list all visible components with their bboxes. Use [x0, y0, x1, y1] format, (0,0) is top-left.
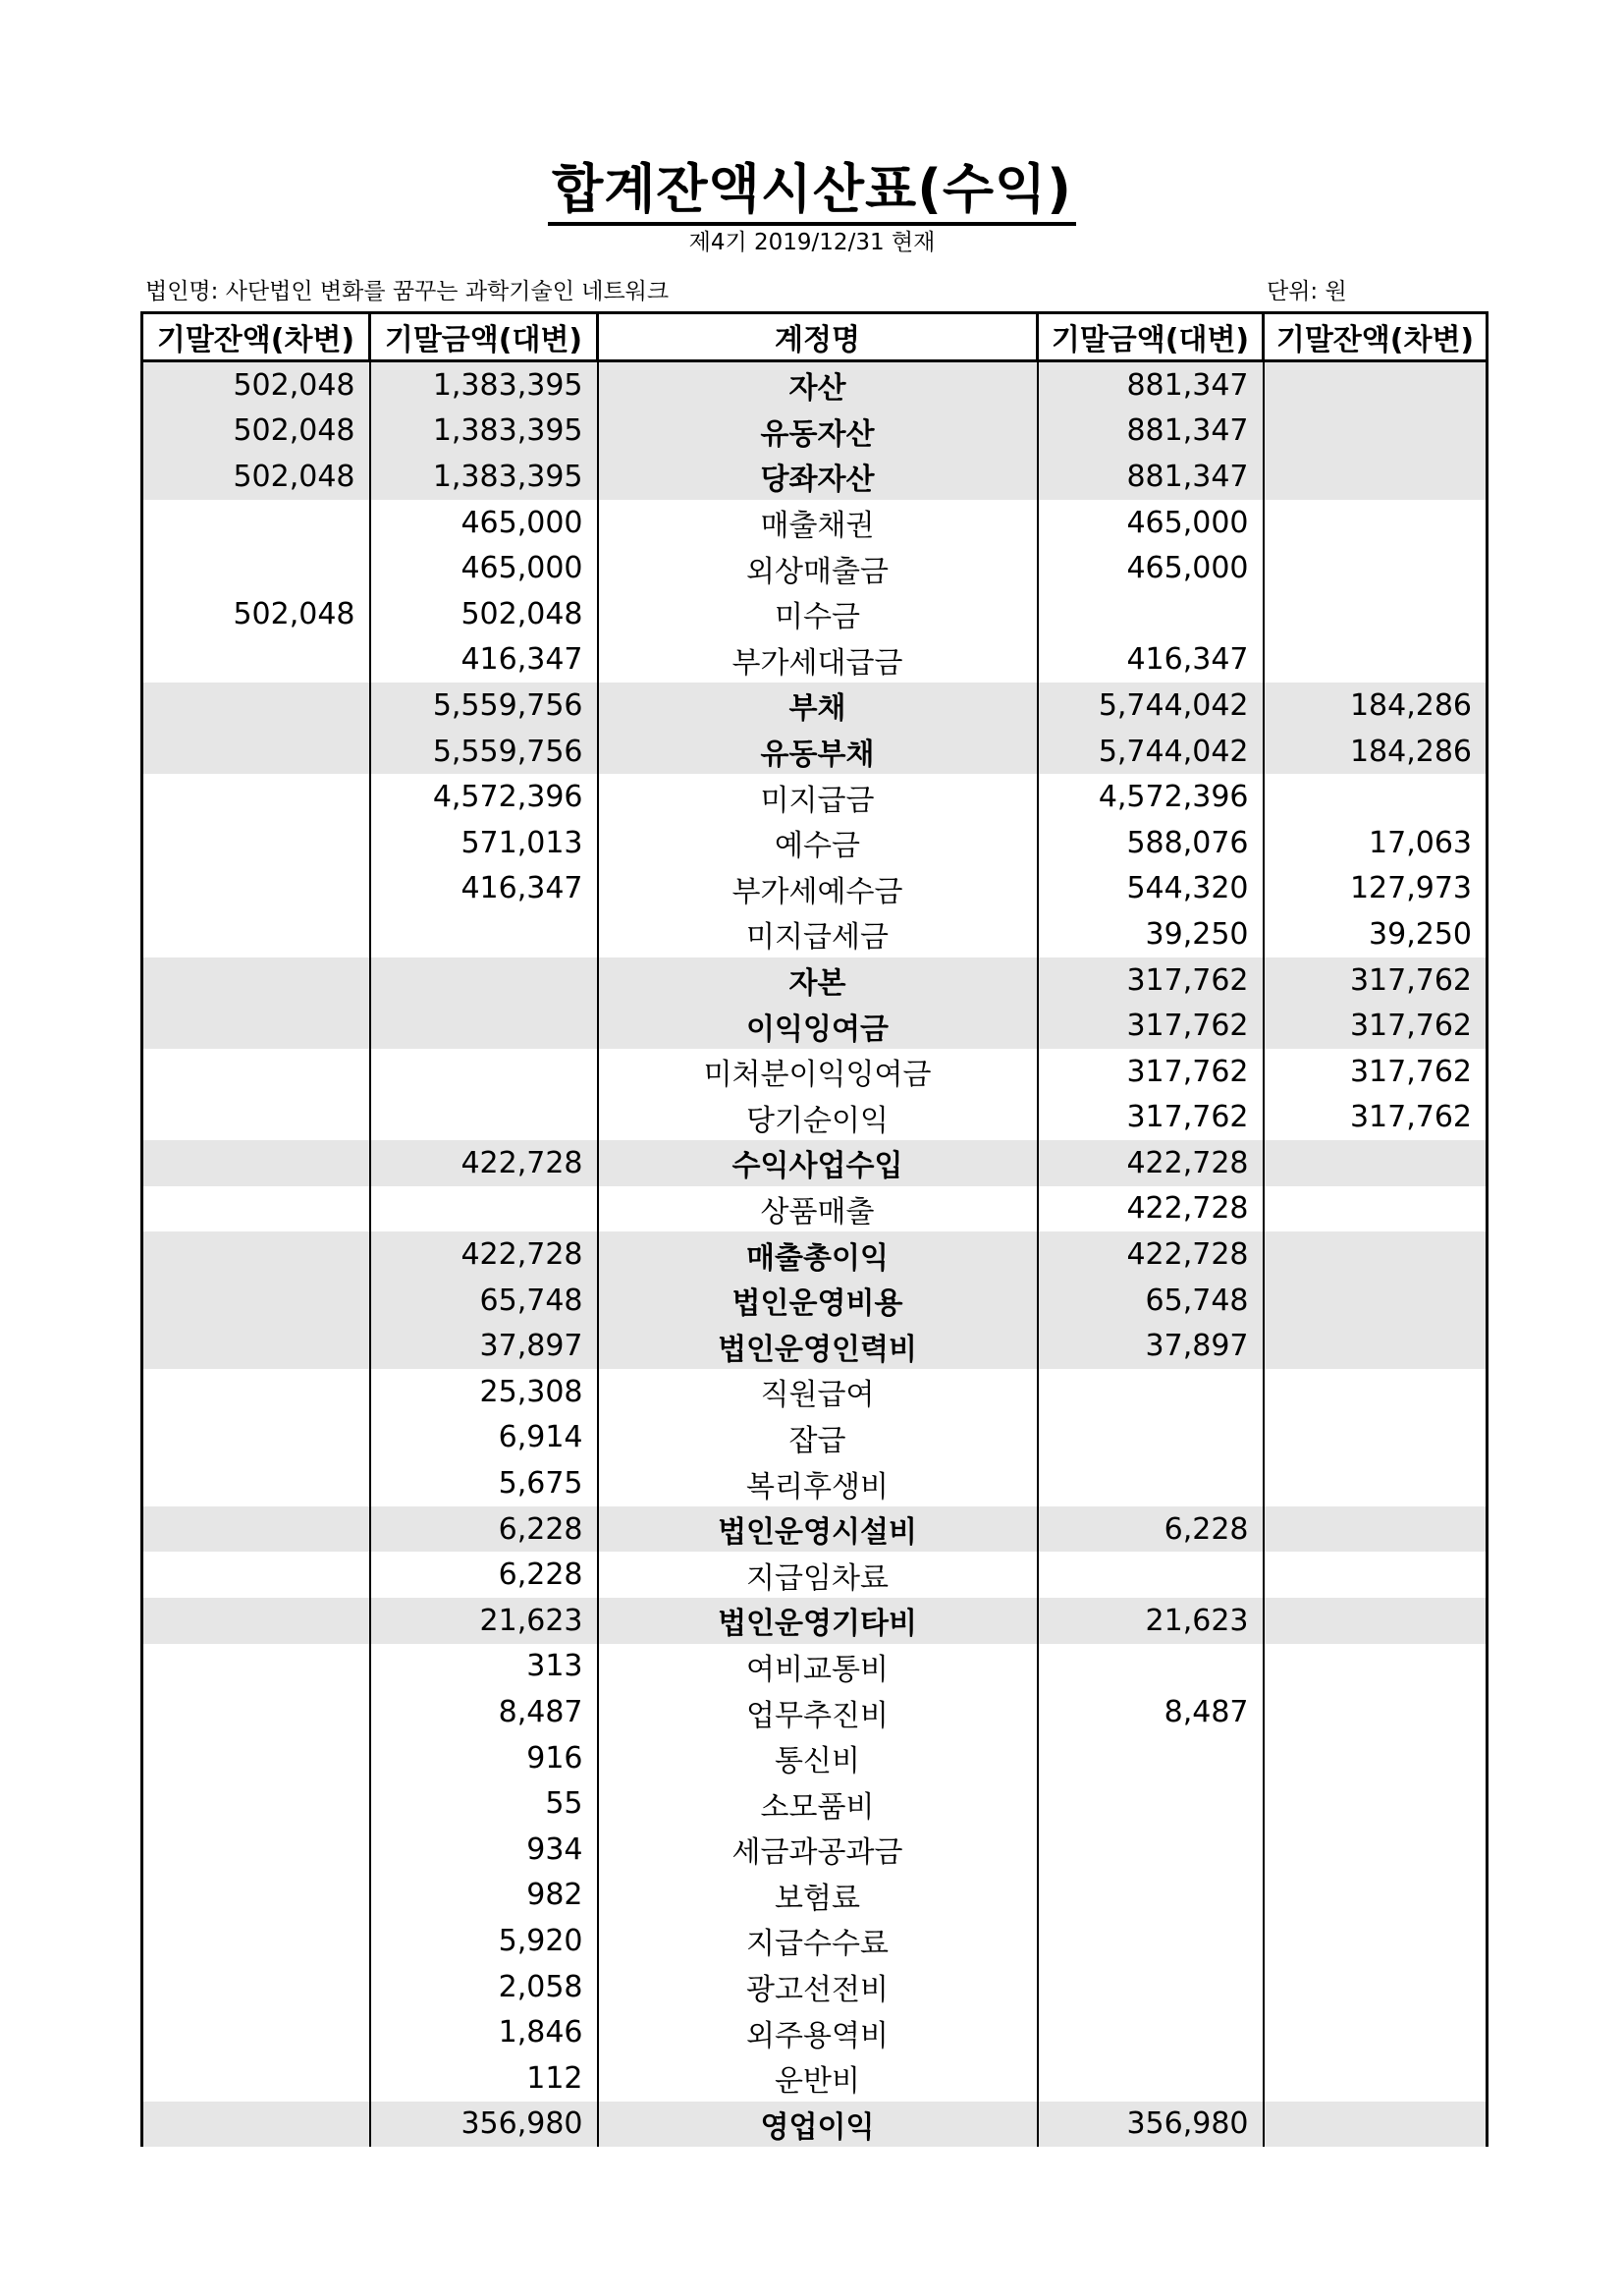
debit-balance-cell [142, 1735, 370, 1781]
debit-balance-right-cell: 184,286 [1264, 683, 1488, 729]
table-row [142, 1964, 1488, 2010]
debit-balance-cell: 502,048 [142, 361, 370, 409]
debit-balance-cell [142, 1964, 370, 2010]
account-name-cell: 여비교통비 [598, 1644, 1038, 1690]
header-debit-balance: 기말잔액(차변) [142, 313, 370, 361]
debit-balance-right-cell [1264, 409, 1488, 455]
credit-amount-cell: 37,897 [370, 1323, 598, 1369]
account-name-cell: 미처분이익잉여금 [598, 1049, 1038, 1095]
account-name-cell: 외상매출금 [598, 545, 1038, 591]
credit-amount-cell: 356,980 [370, 2102, 598, 2148]
title-text: 합계잔액시산표(수익) [548, 158, 1076, 226]
table-row [142, 2102, 1488, 2148]
credit-amount-right-cell: 356,980 [1038, 2102, 1264, 2148]
debit-balance-cell [142, 1506, 370, 1553]
credit-amount-right-cell: 465,000 [1038, 545, 1264, 591]
credit-amount-right-cell [1038, 1827, 1264, 1873]
account-name-cell: 미수금 [598, 591, 1038, 637]
debit-balance-right-cell [1264, 361, 1488, 409]
corporation-name: 법인명: 사단법인 변화를 꿈꾸는 과학기술인 네트워크 [145, 279, 670, 304]
debit-balance-right-cell [1264, 500, 1488, 546]
debit-balance-cell [142, 1186, 370, 1232]
account-name-cell: 유동자산 [598, 409, 1038, 455]
account-name-cell: 세금과공과금 [598, 1827, 1038, 1873]
account-name-cell: 법인운영비용 [598, 1278, 1038, 1324]
table-row [142, 1506, 1488, 1553]
table-row [142, 1644, 1488, 1690]
credit-amount-cell [370, 1095, 598, 1141]
debit-balance-cell [142, 957, 370, 1004]
credit-amount-right-cell: 881,347 [1038, 454, 1264, 500]
debit-balance-right-cell [1264, 1552, 1488, 1598]
credit-amount-cell: 6,914 [370, 1415, 598, 1461]
debit-balance-cell [142, 1415, 370, 1461]
account-name-cell: 업무추진비 [598, 1689, 1038, 1735]
debit-balance-right-cell [1264, 1735, 1488, 1781]
credit-amount-cell: 6,228 [370, 1506, 598, 1553]
account-name-cell: 지급임차료 [598, 1552, 1038, 1598]
debit-balance-right-cell [1264, 1873, 1488, 1919]
account-name-cell: 부채 [598, 683, 1038, 729]
credit-amount-cell: 934 [370, 1827, 598, 1873]
credit-amount-right-cell: 317,762 [1038, 957, 1264, 1004]
debit-balance-right-cell [1264, 1918, 1488, 1964]
debit-balance-right-cell [1264, 2102, 1488, 2148]
account-name-cell: 자본 [598, 957, 1038, 1004]
credit-amount-cell: 1,383,395 [370, 409, 598, 455]
credit-amount-cell [370, 1049, 598, 1095]
account-name-cell: 법인운영시설비 [598, 1506, 1038, 1553]
debit-balance-right-cell [1264, 1644, 1488, 1690]
credit-amount-cell [370, 1003, 598, 1049]
credit-amount-cell: 5,559,756 [370, 683, 598, 729]
debit-balance-right-cell: 39,250 [1264, 911, 1488, 957]
table-row [142, 1415, 1488, 1461]
credit-amount-cell: 4,572,396 [370, 774, 598, 820]
account-name-cell: 부가세예수금 [598, 866, 1038, 912]
table-row [142, 409, 1488, 455]
trial-balance-table [140, 311, 1489, 2147]
header-credit-amount-right: 기말금액(대변) [1038, 313, 1264, 361]
credit-amount-right-cell: 588,076 [1038, 820, 1264, 866]
table-row [142, 1095, 1488, 1141]
table-row [142, 637, 1488, 683]
account-name-cell: 부가세대급금 [598, 637, 1038, 683]
table-row [142, 1552, 1488, 1598]
table-row [142, 1598, 1488, 1644]
account-name-cell: 유동부채 [598, 729, 1038, 775]
debit-balance-right-cell [1264, 774, 1488, 820]
debit-balance-right-cell [1264, 1689, 1488, 1735]
debit-balance-right-cell [1264, 2055, 1488, 2102]
credit-amount-right-cell: 422,728 [1038, 1231, 1264, 1278]
table-row [142, 1827, 1488, 1873]
debit-balance-cell: 502,048 [142, 409, 370, 455]
debit-balance-right-cell [1264, 1964, 1488, 2010]
credit-amount-cell: 1,846 [370, 2009, 598, 2055]
credit-amount-cell: 416,347 [370, 637, 598, 683]
credit-amount-right-cell: 881,347 [1038, 361, 1264, 409]
credit-amount-cell: 21,623 [370, 1598, 598, 1644]
account-name-cell: 외주용역비 [598, 2009, 1038, 2055]
credit-amount-cell [370, 1186, 598, 1232]
credit-amount-right-cell: 21,623 [1038, 1598, 1264, 1644]
account-name-cell: 예수금 [598, 820, 1038, 866]
debit-balance-cell [142, 1231, 370, 1278]
debit-balance-cell [142, 500, 370, 546]
credit-amount-cell: 571,013 [370, 820, 598, 866]
debit-balance-cell [142, 774, 370, 820]
document-title [0, 147, 1624, 223]
credit-amount-right-cell: 37,897 [1038, 1323, 1264, 1369]
account-name-cell: 보험료 [598, 1873, 1038, 1919]
debit-balance-right-cell [1264, 1140, 1488, 1186]
table-header-row [142, 313, 1488, 361]
credit-amount-right-cell [1038, 1964, 1264, 2010]
debit-balance-right-cell [1264, 1460, 1488, 1506]
table-row [142, 729, 1488, 775]
debit-balance-cell [142, 1278, 370, 1324]
debit-balance-right-cell: 17,063 [1264, 820, 1488, 866]
credit-amount-right-cell [1038, 1780, 1264, 1827]
credit-amount-cell: 8,487 [370, 1689, 598, 1735]
debit-balance-right-cell [1264, 1186, 1488, 1232]
account-name-cell: 매출채권 [598, 500, 1038, 546]
account-name-cell: 자산 [598, 361, 1038, 409]
account-name-cell: 지급수수료 [598, 1918, 1038, 1964]
credit-amount-cell: 313 [370, 1644, 598, 1690]
debit-balance-cell [142, 1369, 370, 1415]
table-row [142, 2009, 1488, 2055]
debit-balance-cell: 502,048 [142, 591, 370, 637]
debit-balance-cell [142, 820, 370, 866]
account-name-cell: 소모품비 [598, 1780, 1038, 1827]
debit-balance-cell [142, 1873, 370, 1919]
account-name-cell: 당좌자산 [598, 454, 1038, 500]
debit-balance-cell [142, 1918, 370, 1964]
credit-amount-right-cell: 422,728 [1038, 1140, 1264, 1186]
header-debit-balance-right: 기말잔액(차변) [1264, 313, 1488, 361]
debit-balance-cell [142, 2009, 370, 2055]
credit-amount-right-cell [1038, 1369, 1264, 1415]
credit-amount-right-cell [1038, 1735, 1264, 1781]
table-row [142, 1186, 1488, 1232]
credit-amount-cell: 465,000 [370, 545, 598, 591]
credit-amount-cell: 5,559,756 [370, 729, 598, 775]
credit-amount-cell: 65,748 [370, 1278, 598, 1324]
debit-balance-cell [142, 1460, 370, 1506]
debit-balance-cell [142, 1780, 370, 1827]
account-name-cell: 이익잉여금 [598, 1003, 1038, 1049]
debit-balance-cell [142, 911, 370, 957]
table-row [142, 454, 1488, 500]
debit-balance-right-cell: 317,762 [1264, 1095, 1488, 1141]
credit-amount-right-cell [1038, 1460, 1264, 1506]
debit-balance-right-cell [1264, 1598, 1488, 1644]
table-row [142, 1231, 1488, 1278]
table-row [142, 1873, 1488, 1919]
credit-amount-cell: 1,383,395 [370, 454, 598, 500]
credit-amount-cell: 502,048 [370, 591, 598, 637]
account-name-cell: 광고선전비 [598, 1964, 1038, 2010]
table-row [142, 1918, 1488, 1964]
unit-label: 단위: 원 [1267, 279, 1347, 304]
debit-balance-right-cell [1264, 1780, 1488, 1827]
table-row [142, 361, 1488, 409]
credit-amount-cell: 465,000 [370, 500, 598, 546]
account-name-cell: 미지급세금 [598, 911, 1038, 957]
table-row [142, 911, 1488, 957]
table-row [142, 957, 1488, 1004]
debit-balance-cell [142, 866, 370, 912]
credit-amount-right-cell: 39,250 [1038, 911, 1264, 957]
credit-amount-right-cell: 5,744,042 [1038, 683, 1264, 729]
debit-balance-cell [142, 1003, 370, 1049]
table-row [142, 1323, 1488, 1369]
credit-amount-cell [370, 957, 598, 1004]
table-row [142, 591, 1488, 637]
credit-amount-right-cell [1038, 1918, 1264, 1964]
credit-amount-cell: 112 [370, 2055, 598, 2102]
table-row [142, 500, 1488, 546]
account-name-cell: 매출총이익 [598, 1231, 1038, 1278]
credit-amount-cell: 416,347 [370, 866, 598, 912]
credit-amount-right-cell: 422,728 [1038, 1186, 1264, 1232]
debit-balance-cell [142, 1552, 370, 1598]
table-row [142, 1780, 1488, 1827]
debit-balance-right-cell [1264, 1415, 1488, 1461]
table-row [142, 2055, 1488, 2102]
debit-balance-right-cell [1264, 2009, 1488, 2055]
credit-amount-right-cell: 416,347 [1038, 637, 1264, 683]
account-name-cell: 미지급금 [598, 774, 1038, 820]
account-name-cell: 직원급여 [598, 1369, 1038, 1415]
debit-balance-cell [142, 1323, 370, 1369]
table-row [142, 1278, 1488, 1324]
debit-balance-cell [142, 2102, 370, 2148]
table-body [142, 361, 1488, 2148]
table-row [142, 1689, 1488, 1735]
debit-balance-right-cell: 317,762 [1264, 1003, 1488, 1049]
debit-balance-cell: 502,048 [142, 454, 370, 500]
table-row [142, 1735, 1488, 1781]
table-row [142, 866, 1488, 912]
credit-amount-cell: 916 [370, 1735, 598, 1781]
debit-balance-cell [142, 1689, 370, 1735]
table-row [142, 820, 1488, 866]
credit-amount-right-cell: 881,347 [1038, 409, 1264, 455]
debit-balance-right-cell [1264, 1323, 1488, 1369]
account-name-cell: 당기순이익 [598, 1095, 1038, 1141]
debit-balance-cell [142, 1598, 370, 1644]
credit-amount-cell: 55 [370, 1780, 598, 1827]
debit-balance-right-cell [1264, 637, 1488, 683]
debit-balance-cell [142, 683, 370, 729]
account-name-cell: 법인운영인력비 [598, 1323, 1038, 1369]
credit-amount-right-cell: 465,000 [1038, 500, 1264, 546]
debit-balance-cell [142, 1827, 370, 1873]
table-row [142, 774, 1488, 820]
period-subtitle: 제4기 2019/12/31 현재 [688, 230, 936, 255]
credit-amount-right-cell: 544,320 [1038, 866, 1264, 912]
credit-amount-cell: 25,308 [370, 1369, 598, 1415]
table-row [142, 545, 1488, 591]
credit-amount-right-cell: 6,228 [1038, 1506, 1264, 1553]
credit-amount-cell: 422,728 [370, 1231, 598, 1278]
credit-amount-right-cell [1038, 1415, 1264, 1461]
debit-balance-cell [142, 1140, 370, 1186]
credit-amount-right-cell [1038, 1552, 1264, 1598]
credit-amount-cell: 1,383,395 [370, 361, 598, 409]
debit-balance-right-cell [1264, 1231, 1488, 1278]
account-name-cell: 영업이익 [598, 2102, 1038, 2148]
debit-balance-cell [142, 729, 370, 775]
debit-balance-cell [142, 2055, 370, 2102]
credit-amount-right-cell [1038, 1873, 1264, 1919]
debit-balance-right-cell: 184,286 [1264, 729, 1488, 775]
header-account-name: 계정명 [598, 313, 1038, 361]
credit-amount-right-cell: 5,744,042 [1038, 729, 1264, 775]
account-name-cell: 상품매출 [598, 1186, 1038, 1232]
credit-amount-right-cell: 8,487 [1038, 1689, 1264, 1735]
credit-amount-right-cell: 4,572,396 [1038, 774, 1264, 820]
credit-amount-cell: 982 [370, 1873, 598, 1919]
credit-amount-cell: 5,675 [370, 1460, 598, 1506]
table-row [142, 683, 1488, 729]
credit-amount-cell: 6,228 [370, 1552, 598, 1598]
table-row [142, 1003, 1488, 1049]
credit-amount-cell: 422,728 [370, 1140, 598, 1186]
credit-amount-right-cell: 317,762 [1038, 1003, 1264, 1049]
debit-balance-right-cell [1264, 545, 1488, 591]
account-name-cell: 운반비 [598, 2055, 1038, 2102]
credit-amount-cell [370, 911, 598, 957]
debit-balance-cell [142, 545, 370, 591]
debit-balance-right-cell [1264, 454, 1488, 500]
table-row [142, 1460, 1488, 1506]
credit-amount-cell: 2,058 [370, 1964, 598, 2010]
debit-balance-right-cell [1264, 1369, 1488, 1415]
credit-amount-cell: 5,920 [370, 1918, 598, 1964]
credit-amount-right-cell [1038, 591, 1264, 637]
account-name-cell: 잡급 [598, 1415, 1038, 1461]
credit-amount-right-cell [1038, 2055, 1264, 2102]
debit-balance-right-cell [1264, 1278, 1488, 1324]
table-row [142, 1369, 1488, 1415]
account-name-cell: 복리후생비 [598, 1460, 1038, 1506]
debit-balance-right-cell [1264, 1827, 1488, 1873]
debit-balance-right-cell [1264, 591, 1488, 637]
credit-amount-right-cell [1038, 1644, 1264, 1690]
credit-amount-right-cell: 317,762 [1038, 1049, 1264, 1095]
account-name-cell: 통신비 [598, 1735, 1038, 1781]
debit-balance-cell [142, 637, 370, 683]
debit-balance-cell [142, 1049, 370, 1095]
debit-balance-right-cell: 317,762 [1264, 1049, 1488, 1095]
credit-amount-right-cell [1038, 2009, 1264, 2055]
table-row [142, 1049, 1488, 1095]
account-name-cell: 수익사업수입 [598, 1140, 1038, 1186]
debit-balance-right-cell: 127,973 [1264, 866, 1488, 912]
table-row [142, 1140, 1488, 1186]
debit-balance-right-cell: 317,762 [1264, 957, 1488, 1004]
debit-balance-cell [142, 1095, 370, 1141]
header-credit-amount: 기말금액(대변) [370, 313, 598, 361]
account-name-cell: 법인운영기타비 [598, 1598, 1038, 1644]
credit-amount-right-cell: 65,748 [1038, 1278, 1264, 1324]
debit-balance-right-cell [1264, 1506, 1488, 1553]
credit-amount-right-cell: 317,762 [1038, 1095, 1264, 1141]
debit-balance-cell [142, 1644, 370, 1690]
